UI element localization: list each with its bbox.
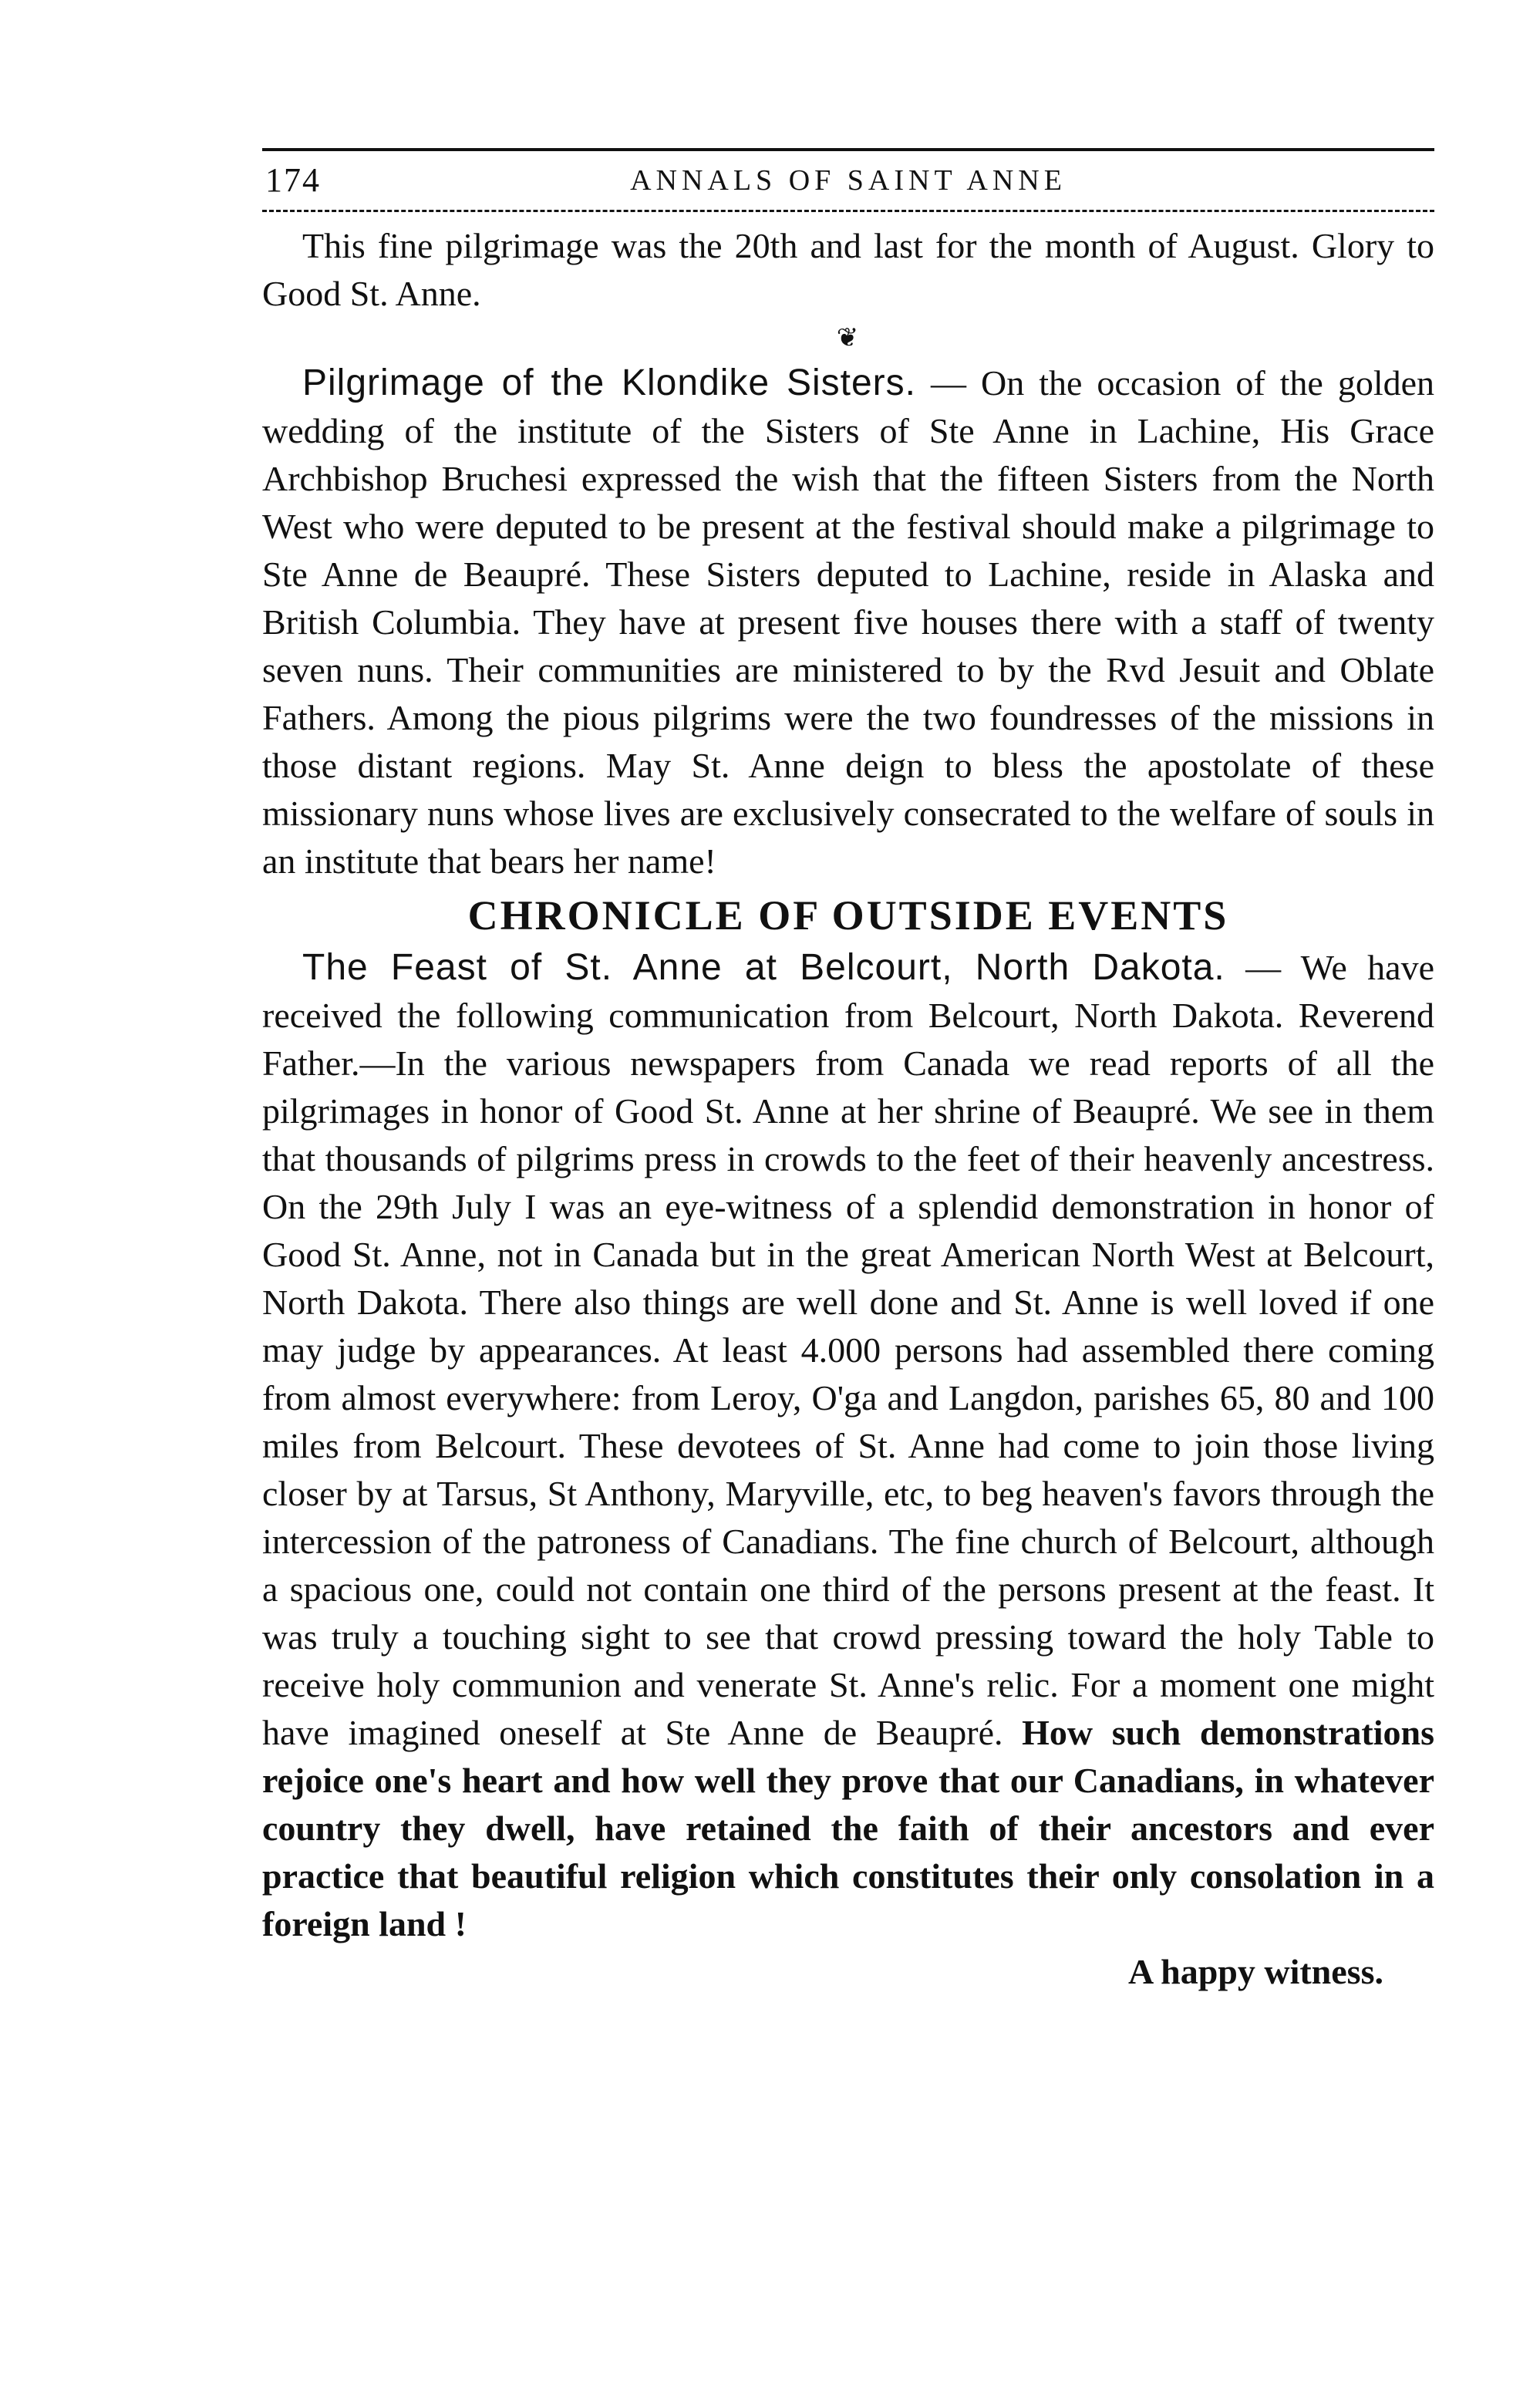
header-rule-top [262,148,1434,151]
klondike-heading: Pilgrimage of the Klondike Sisters. [302,362,916,403]
klondike-paragraph [262,359,1434,885]
intro-paragraph: This fine pilgrimage was the 20th and last for the month of August. Glory to Good St. Anne. [262,226,1434,313]
running-head [262,160,1434,207]
article-body [262,222,1434,1996]
page-number: 174 [265,161,321,199]
belcourt-dash: — [1225,948,1301,987]
running-title: ANNALS OF SAINT ANNE [630,164,1067,197]
belcourt-body: We have received the following communication from Belcourt, North Dakota. Reverend Father.—In the various newspapers from Canada we read reports of all the pilgrimages in honor of Good St. Anne at her shrine of Beaupré. We see in them that thousands of pilgrims press in crowds to the feet of their heavenly ancestress. On the 29th July I was an eye-witness of a splendid demonstration in honor of Good St. Anne, not in Canada but in the great American North West at Belcourt, North Dakota. There also things are well done and St. Anne is well loved if one may judge by appearances. At least 4.000 persons had assembled there coming from almost everywhere: from Leroy, O'ga and Langdon, parishes 65, 80 and 100 miles from Belcourt. These devotees of St. Anne had come to join those living closer by at Tarsus, St Anthony, Maryville, etc, to beg heaven's favors through the intercession of the patroness of Canadians. The fine church of Belcourt, although a spacious one, could not contain one third of the persons present at the feast. It was truly a touching sight to see that crowd pressing toward the holy Table to receive holy communion and venerate St. Anne's relic. For a moment one might have imagined oneself at Ste Anne de Beaupré. [262,948,1435,1752]
belcourt-heading: The Feast of St. Anne at Belcourt, North Dakota. [302,947,1225,988]
ornament-divider: ❦ [836,324,861,352]
signature: A happy witness. [1127,1952,1383,1991]
belcourt-body-bold: How such demonstrations rejoice one's heart and how well they prove that our Canadians, in whatever country they dwell, have retained the faith of their ancestors and ever practice that beautiful religion which constitutes their only consolation in a foreign land ! [262,1713,1434,1943]
belcourt-paragraph [262,944,1434,1948]
klondike-body: On the occasion of the golden wedding of the institute of the Sisters of Ste Anne in Lachine, His Grace Archbishop Bruchesi expressed the wish that the fifteen Sisters from the North West who were deputed to be present at the festival should make a pilgrimage to Ste Anne de Beaupré. These Sisters deputed to Lachine, reside in Alaska and British Columbia. They have at present five houses there with a staff of twenty seven nuns. Their communities are ministered to by the Rvd Jesuit and Oblate Fathers. Among the pious pilgrims were the two foundresses of the missions in those distant regions. May St. Anne deign to bless the apostolate of these missionary nuns whose lives are exclusively consecrated to the welfare of souls in an institute that bears her name! [262,363,1435,881]
klondike-dash: — [916,363,981,403]
chronicle-heading: CHRONICLE OF OUTSIDE EVENTS [467,892,1229,939]
header-rule-bottom [262,210,1434,212]
